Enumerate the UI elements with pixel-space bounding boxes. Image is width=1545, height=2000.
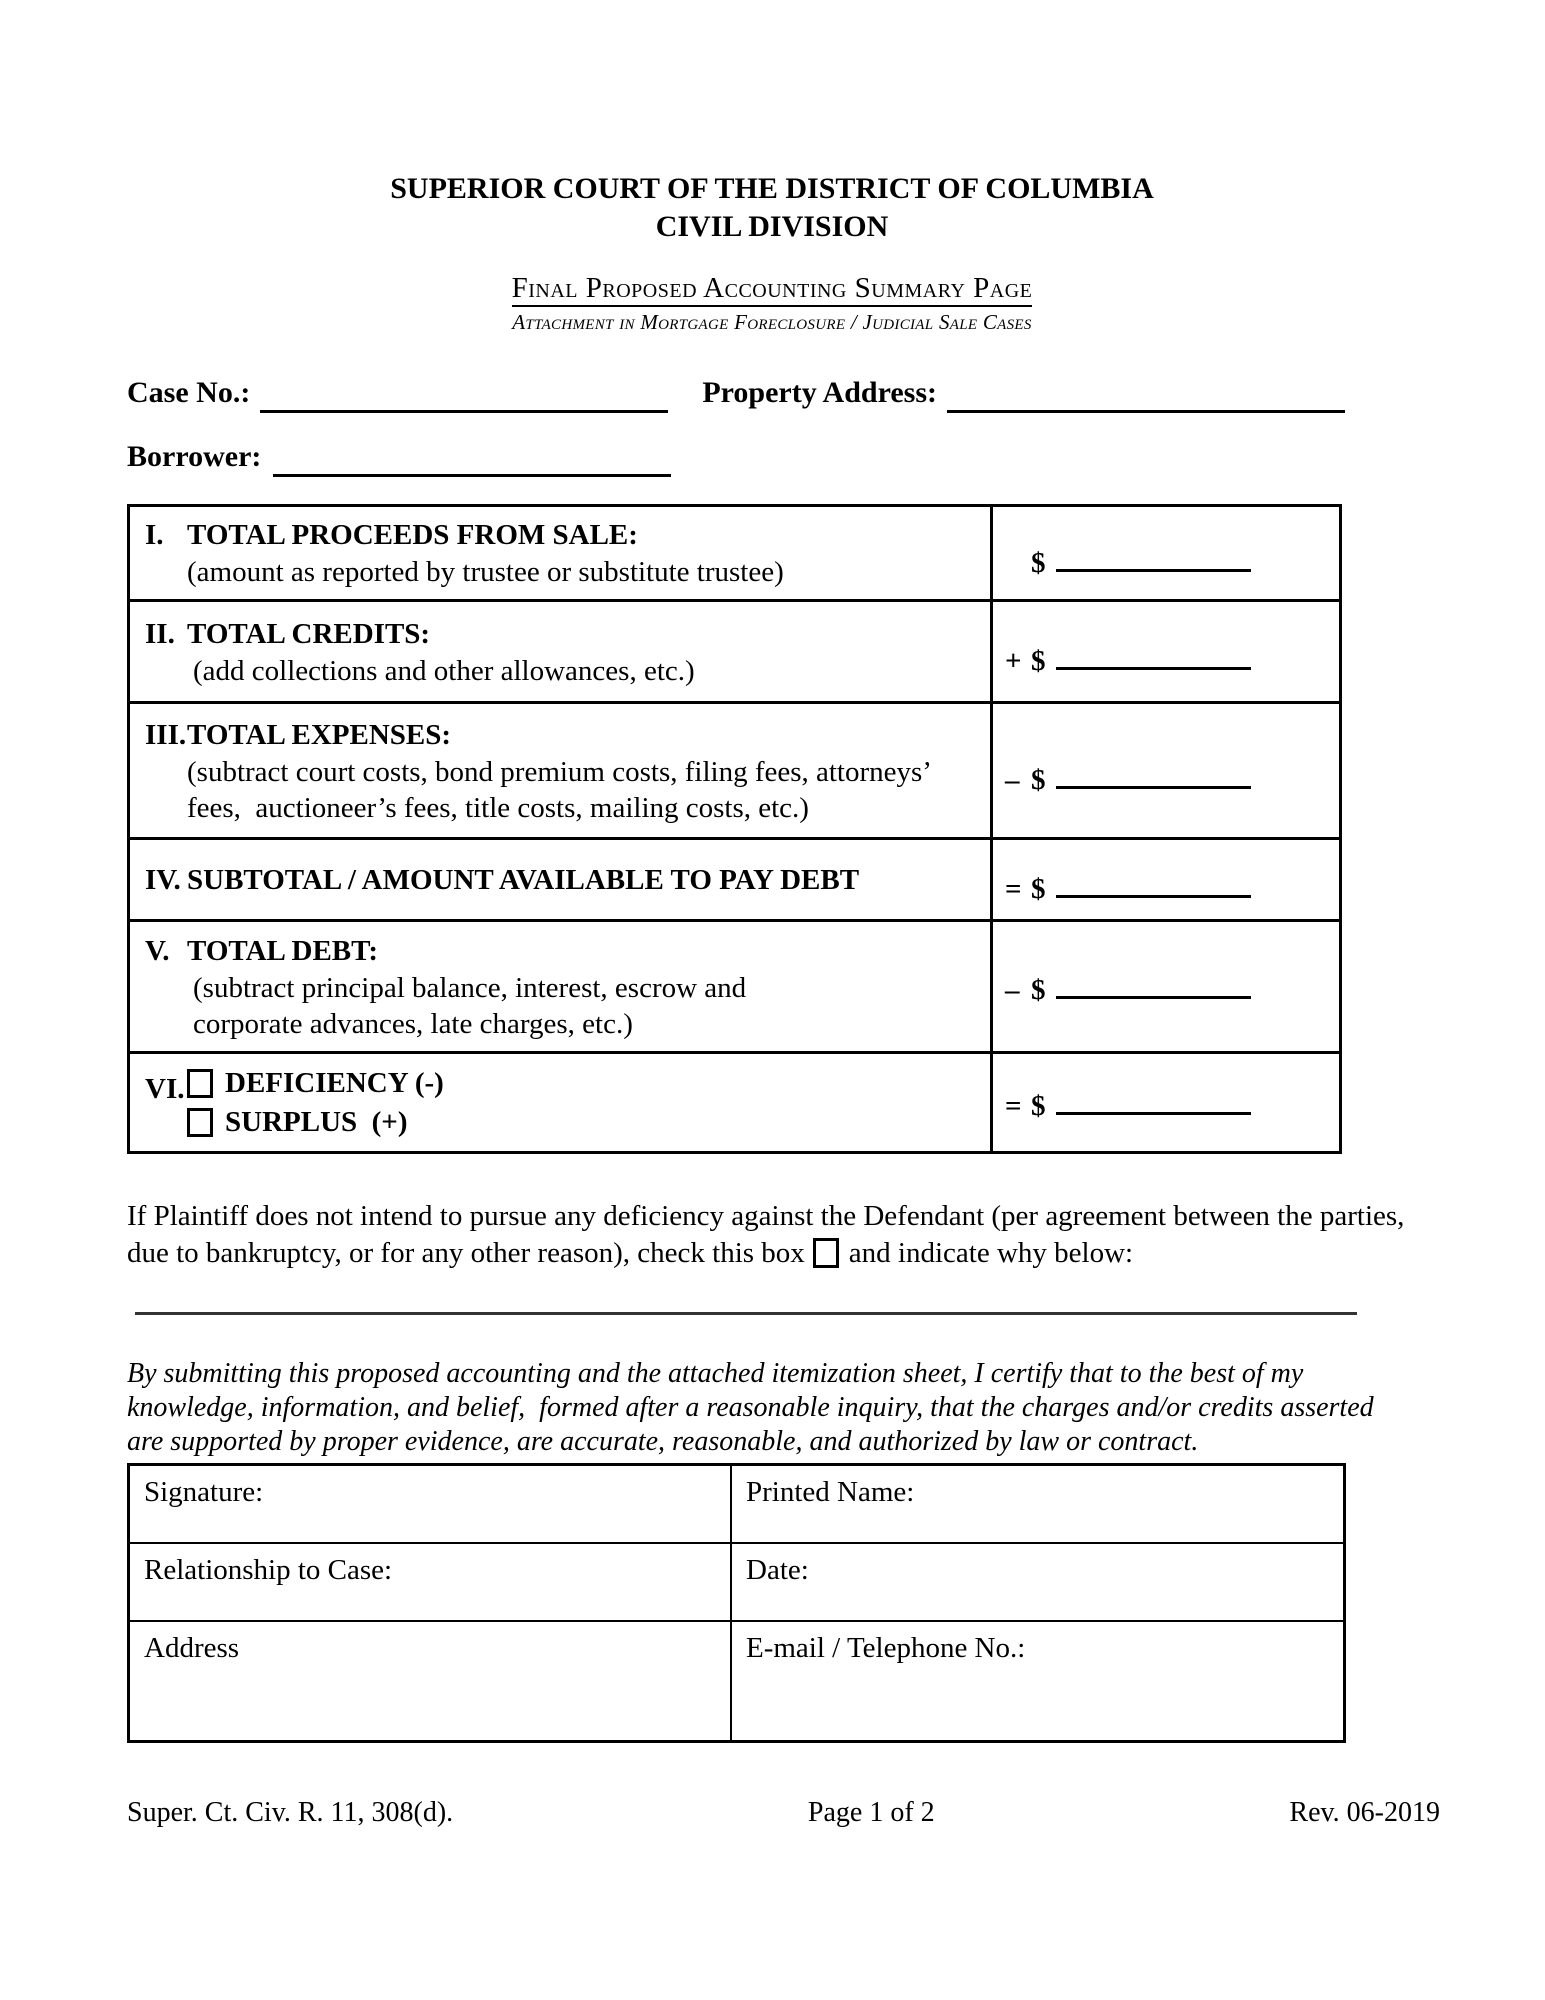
case-no-label: Case No.: [127,376,251,409]
property-address-input[interactable] [947,380,1345,413]
reason-input-line[interactable] [135,1312,1357,1315]
amount-operator: + [1005,645,1022,677]
court-name: SUPERIOR COURT OF THE DISTRICT OF COLUMBIA [390,172,1154,205]
row-numeral: V. [145,934,170,967]
division-name: CIVIL DIVISION [655,210,889,243]
amount-input[interactable] [1056,641,1251,670]
row-numeral: VI. [145,1072,185,1105]
row-label-cell [130,704,993,837]
table-row-total-expenses [130,701,1339,837]
form-title-text: Final Proposed Accounting Summary Page [512,272,1033,307]
row-numeral: III. [145,718,187,751]
date-field[interactable]: Date: [746,1554,809,1586]
form-title [127,272,1417,304]
row-amount-cell [993,1054,1339,1151]
no-deficiency-text-before: If Plaintiff does not intend to pursue any deficiency against the Defendant (per agreement between the parties, due to bankruptcy, or for any other reason), check this box [127,1200,1405,1269]
table-row [130,1466,1343,1542]
no-deficiency-checkbox[interactable] [813,1238,839,1268]
surplus-checkbox[interactable] [187,1108,213,1137]
table-row-total-proceeds [130,507,1339,599]
dollar-sign: $ [1031,764,1046,796]
amount-input[interactable] [1056,970,1251,999]
row-subtitle: (amount as reported by trustee or substitute trustee) [187,556,784,588]
table-row [130,1620,1343,1740]
row-amount-cell [993,840,1339,919]
row-label-cell [130,840,993,919]
borrower-row [127,437,1447,477]
amount-operator: = [1005,1090,1022,1122]
row-label-cell [130,922,993,1051]
dollar-sign: $ [1031,974,1046,1006]
table-row-subtotal [130,837,1339,919]
row-numeral: II. [145,617,175,650]
borrower-label: Borrower: [127,440,262,473]
row-title: TOTAL PROCEEDS FROM SALE: [187,519,638,551]
row-title: TOTAL DEBT: [187,934,378,967]
case-row [127,373,1447,413]
property-address-label: Property Address: [702,376,938,409]
amount-input[interactable] [1056,543,1251,572]
signature-table [127,1463,1346,1743]
row-subtitle: (subtract court costs, bond premium costs, filing fees, attorneys’ fees, auctioneer’s fees, title costs, mailing costs, etc.) [187,755,938,824]
row-amount-cell [993,507,1339,599]
row-subtitle: (subtract principal balance, interest, escrow and corporate advances, late charges, etc.) [193,971,754,1040]
dollar-sign: $ [1031,546,1046,579]
amount-input[interactable] [1056,869,1251,898]
accounting-summary-table [127,504,1342,1154]
amount-operator: = [1005,873,1022,905]
dollar-sign: $ [1031,645,1046,677]
row-amount-cell [993,704,1339,837]
table-row-total-credits [130,599,1339,701]
address-field[interactable]: Address [130,1622,732,1740]
amount-input[interactable] [1056,760,1251,789]
row-label-cell [130,1054,993,1151]
case-no-input[interactable] [260,380,668,413]
row-label-cell [130,602,993,701]
row-numeral: IV. [145,863,181,896]
surplus-label: SURPLUS (+) [225,1106,408,1138]
borrower-input[interactable] [273,444,671,477]
amount-operator: – [1005,764,1020,796]
relationship-field[interactable]: Relationship to Case: [130,1544,732,1620]
dollar-sign: $ [1031,1090,1046,1122]
amount-input[interactable] [1056,1086,1251,1115]
document-footer [127,1797,1440,1829]
row-title: SUBTOTAL / AMOUNT AVAILABLE TO PAY DEBT [187,863,860,896]
table-row-total-debt [130,919,1339,1051]
rule-reference: Super. Ct. Civ. R. 11, 308(d). [127,1797,454,1828]
form-subtitle: Attachment in Mortgage Foreclosure / Judicial Sale Cases [512,310,1032,334]
deficiency-checkbox[interactable] [187,1069,213,1098]
signature-field[interactable]: Signature: [130,1466,732,1542]
revision-label: Rev. 06-2019 [1289,1797,1440,1828]
email-telephone-field[interactable]: E-mail / Telephone No.: [746,1632,1026,1664]
row-amount-cell [993,922,1339,1051]
page-number: Page 1 of 2 [807,1797,935,1828]
table-row-deficiency-surplus [130,1051,1339,1151]
row-amount-cell [993,602,1339,701]
deficiency-label: DEFICIENCY (-) [225,1067,444,1099]
certification-paragraph: By submitting this proposed accounting and the attached itemization sheet, I certify that to the best of my knowledge, information, and belief, formed after a reasonable inquiry, that the charges and/or credits asserted are supported by proper evidence, are accurate, reasonable, and authorized by law or contract. [127,1358,1381,1457]
amount-operator: – [1005,974,1020,1006]
row-label-cell [130,507,993,599]
dollar-sign: $ [1031,873,1046,905]
no-deficiency-text-after: and indicate why below: [848,1237,1134,1269]
document-header [127,170,1417,335]
table-row [130,1542,1343,1620]
no-deficiency-paragraph [127,1198,1447,1272]
row-title: TOTAL CREDITS: [187,617,431,650]
row-numeral: I. [145,519,164,551]
printed-name-field[interactable]: Printed Name: [746,1476,915,1508]
row-title: TOTAL EXPENSES: [187,718,452,751]
row-subtitle: (add collections and other allowances, etc.) [193,654,695,687]
